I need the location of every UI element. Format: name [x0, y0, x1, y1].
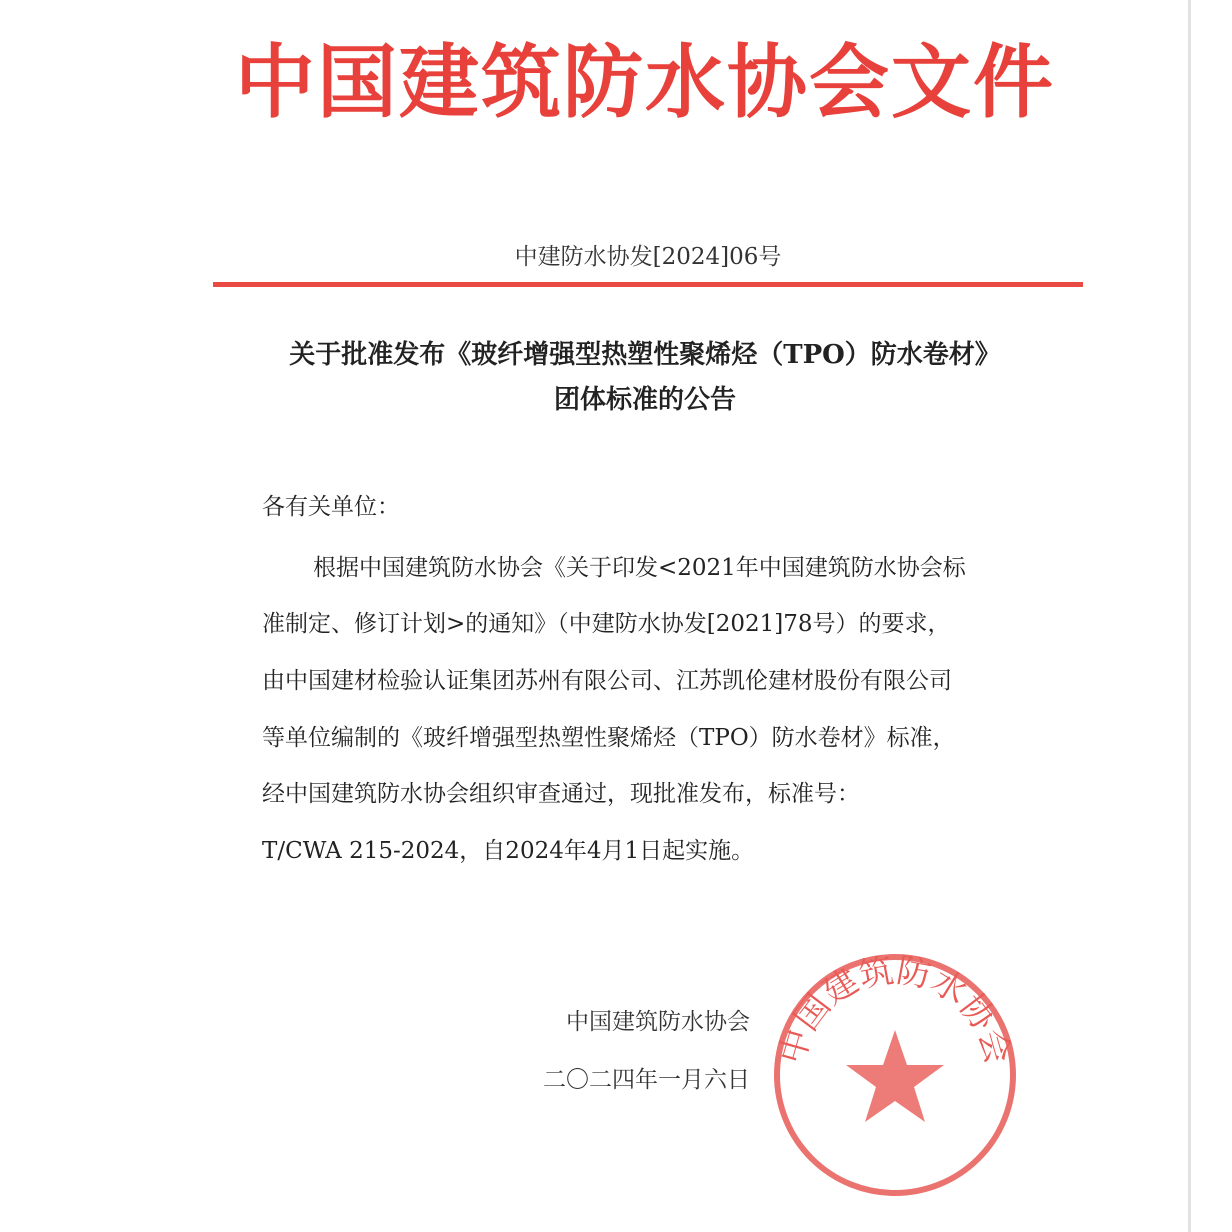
body-line: 等单位编制的《玻纤增强型热塑性聚烯烃（TPO）防水卷材》标准，	[262, 725, 956, 751]
seal-star-icon	[846, 1030, 944, 1122]
document-number: 中建防水协发[2024]06号	[514, 244, 782, 270]
body-line: 经中国建筑防水协会组织审查通过，现批准发布，标准号：	[262, 781, 860, 807]
header-divider	[213, 282, 1083, 287]
page-edge	[1188, 0, 1191, 1232]
signature-org: 中国建筑防水协会	[566, 1009, 750, 1035]
body-line: T/CWA 215-2024，自2024年4月1日起实施。	[262, 838, 755, 864]
announcement-title-line1: 关于批准发布《玻纤增强型热塑性聚烯烃（TPO）防水卷材》	[289, 340, 1001, 370]
official-seal	[770, 950, 1020, 1200]
signature-date: 二〇二四年一月六日	[543, 1067, 750, 1093]
body-line: 根据中国建筑防水协会《关于印发<2021年中国建筑防水协会标	[313, 555, 966, 581]
body-line: 准制定、修订计划>的通知》（中建防水协发[2021]78号）的要求，	[262, 611, 951, 637]
announcement-title-line2: 团体标准的公告	[553, 385, 736, 415]
seal-arc-text: 中国建筑防水协会	[772, 950, 1018, 1069]
salutation: 各有关单位：	[262, 494, 400, 520]
body-line: 由中国建材检验认证集团苏州有限公司、江苏凯伦建材股份有限公司	[262, 668, 952, 694]
document-header: 中国建筑防水协会文件	[235, 35, 1055, 129]
